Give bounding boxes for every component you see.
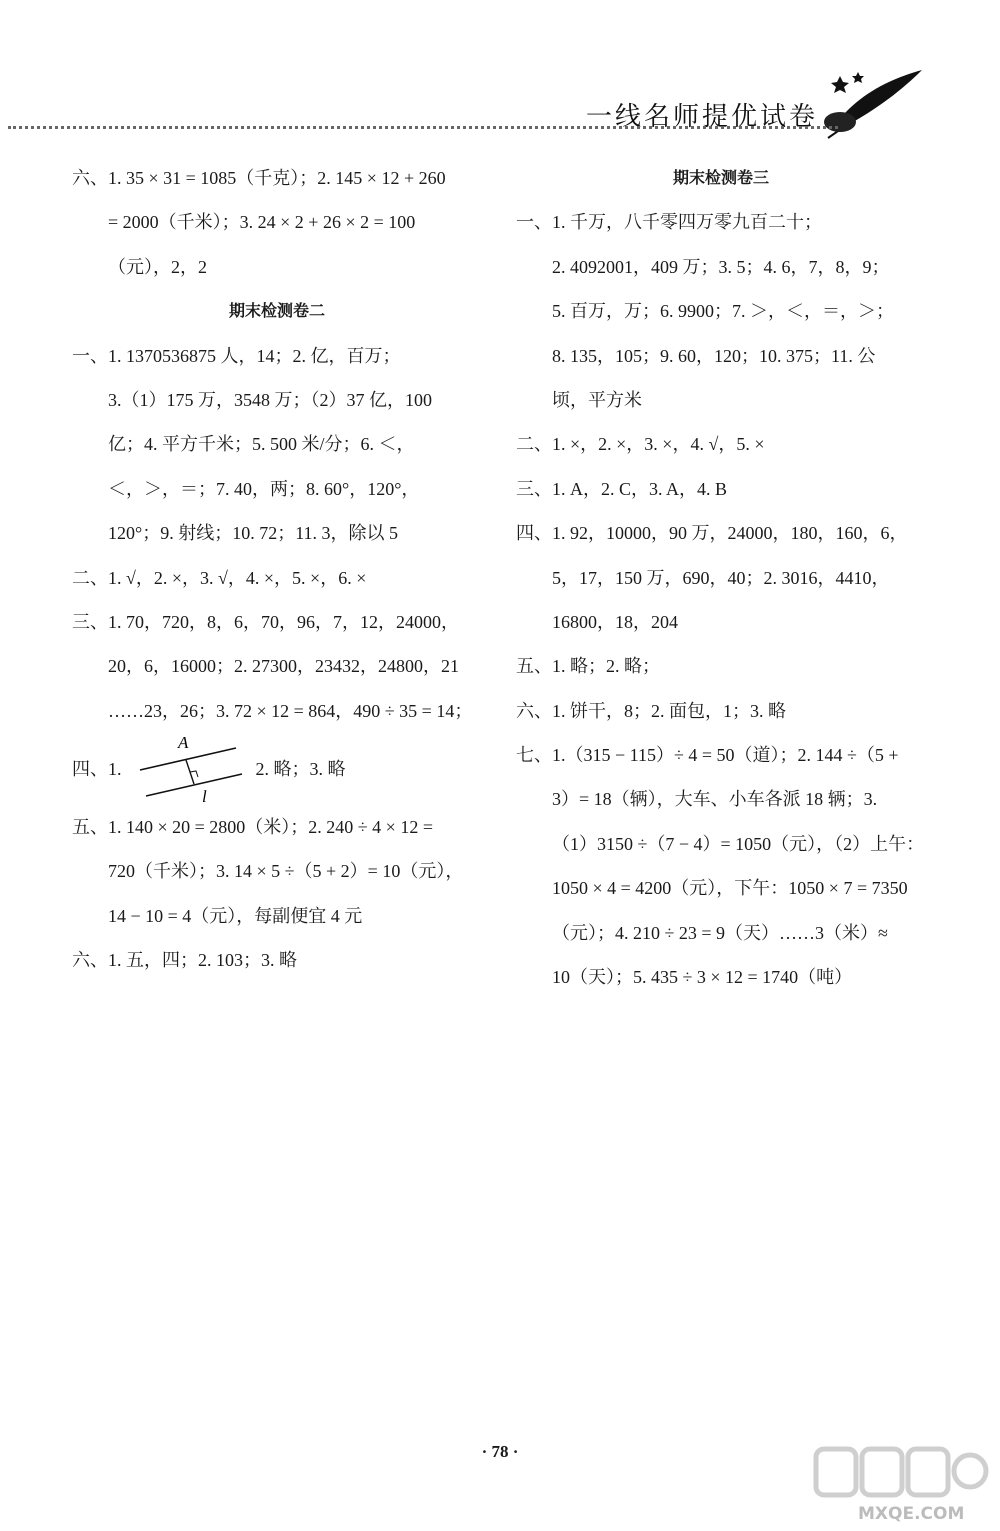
answer-line: 10（天）；5. 435 ÷ 3 × 12 = 1740（吨） bbox=[552, 967, 853, 988]
answer-line: 三、1. 70，720，8，6，70，96，7，12，24000， bbox=[72, 611, 459, 632]
answer-line: 3）= 18（辆），大车、小车各派 18 辆；3. bbox=[552, 789, 878, 810]
figure-suffix: 2. 略；3. 略 bbox=[255, 758, 346, 779]
answer-line: 一、1. 1370536875 人，14；2. 亿，百万； bbox=[72, 345, 401, 366]
answer-line: 顷，平方米 bbox=[552, 389, 642, 410]
answer-line: （元）；4. 210 ÷ 23 = 9（天）……3（米）≈ bbox=[552, 922, 888, 943]
right-column bbox=[516, 156, 926, 999]
answer-line: 二、1. ×，2. ×，3. ×，4. √，5. × bbox=[516, 434, 765, 455]
answer-line: （元），2，2 bbox=[108, 256, 207, 277]
answer-line: 5. 百万，万；6. 9900；7. ＞，＜，＝，＞； bbox=[552, 301, 894, 322]
answer-line: 七、1.（315 − 115）÷ 4 = 50（道）；2. 144 ÷（5 + bbox=[516, 745, 899, 766]
answer-line: 120°；9. 射线；10. 72；11. 3，除以 5 bbox=[108, 523, 399, 544]
answer-line: ……23，26；3. 72 × 12 = 864，490 ÷ 35 = 14； bbox=[108, 700, 473, 721]
watermark-text: MXQE.COM bbox=[858, 1504, 965, 1524]
figure-label-a: A bbox=[177, 734, 188, 753]
section-title-exam-3: 期末检测卷三 bbox=[672, 168, 769, 187]
header-title: 一线名师提优试卷 bbox=[586, 102, 819, 131]
figure-prefix: 四、1. bbox=[72, 758, 122, 779]
answer-line: 14 − 10 = 4（元），每副便宜 4 元 bbox=[108, 905, 363, 926]
answer-line: 一、1. 千万，八千零四万零九百二十； bbox=[516, 212, 822, 233]
answer-line: 亿；4. 平方千米；5. 500 米/分；6. ＜， bbox=[108, 434, 415, 455]
answer-line: 3.（1）175 万，3548 万；（2）37 亿，100 bbox=[108, 389, 432, 410]
figure-label-l: l bbox=[201, 787, 207, 805]
answer-line: 5，17，150 万，690，40；2. 3016，4410， bbox=[552, 567, 890, 588]
answer-line: 二、1. √，2. ×，3. √，4. ×，5. ×，6. × bbox=[72, 567, 367, 588]
answer-line: 三、1. A，2. C，3. A，4. B bbox=[516, 478, 728, 499]
answer-line: 2. 4092001，409 万；3. 5；4. 6，7，8，9； bbox=[552, 256, 890, 277]
answer-line-with-figure bbox=[72, 733, 482, 805]
answer-line: 20，6，16000；2. 27300，23432，24800，21 bbox=[108, 656, 459, 677]
answer-line: 四、1. 92，10000，90 万，24000，180，160，6， bbox=[516, 523, 908, 544]
answer-line: 六、1. 35 × 31 = 1085（千克）；2. 145 × 12 + 260 bbox=[72, 168, 446, 188]
answer-line: ＜，＞，＝；7. 40，两；8. 60°，120°， bbox=[108, 478, 420, 499]
answer-line: 16800，18，204 bbox=[552, 611, 678, 632]
page-number: · 78 · bbox=[481, 1442, 519, 1461]
answer-line: = 2000（千米）；3. 24 × 2 + 26 × 2 = 100 bbox=[108, 212, 416, 233]
answer-line: 1050 × 4 = 4200（元），下午：1050 × 7 = 7350 bbox=[552, 878, 908, 899]
answer-line: 六、1. 饼干，8；2. 面包，1；3. 略 bbox=[516, 700, 786, 721]
feather-quill-icon bbox=[818, 64, 928, 144]
answer-line: （1）3150 ÷（7 − 4）= 1050（元），（2）上午： bbox=[552, 833, 925, 854]
parallel-lines-figure bbox=[136, 734, 246, 804]
header-dotted-rule bbox=[8, 126, 838, 129]
answer-line: 720（千米）；3. 14 × 5 ÷（5 + 2）= 10（元）， bbox=[108, 861, 464, 882]
answer-line: 8. 135，105；9. 60，120；10. 375；11. 公 bbox=[552, 345, 876, 366]
section-title-exam-2: 期末检测卷二 bbox=[228, 301, 325, 321]
answer-line: 五、1. 略；2. 略； bbox=[516, 656, 660, 677]
answer-line: 六、1. 五，四；2. 103；3. 略 bbox=[72, 950, 297, 971]
answer-line: 五、1. 140 × 20 = 2800（米）；2. 240 ÷ 4 × 12 = bbox=[72, 817, 433, 838]
left-column bbox=[72, 156, 482, 983]
